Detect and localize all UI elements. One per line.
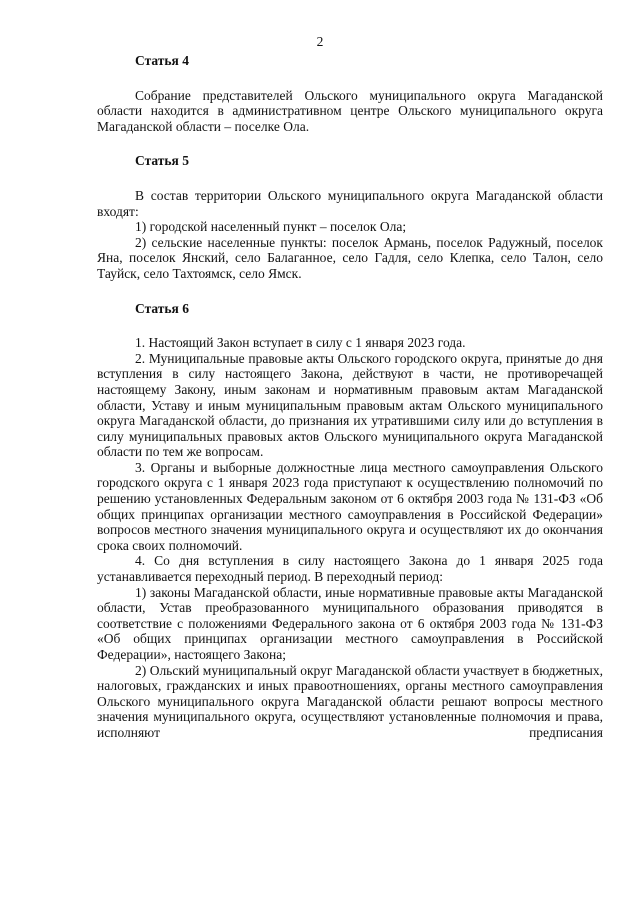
paragraph: 3. Органы и выборные должностные лица местного самоуправления Ольского городского округа с 1 января 2023 года приступают к осуществлению полномочий по решению установленных Федеральным законом от 6 октября 2003 года № 131-ФЗ «Об общих принципах организации местного самоуправления в Российской Федерации» вопросов местного значения муниципального округа и осуществляют их до окончания срока своих полномочий. [97, 459, 603, 553]
list-item: 2) сельские населенные пункты: поселок Армань, поселок Радужный, поселок Яна, поселок Янский, село Балаганное, село Гадля, село Клепка, село Талон, село Тауйск, село Тахтоямск, село Ямск. [97, 234, 603, 281]
article-5 [97, 153, 603, 281]
list-item: 2) Ольский муниципальный округ Магаданской области участвует в бюджетных, налоговых, гражданских и иных правоотношениях, органы местного самоуправления Ольского муниципального округа Магаданской области решают вопросы местного значения муниципального округа, осуществляют установленные полномочия и права, исполняют предписания [97, 662, 603, 740]
document-body [97, 53, 603, 760]
page-number: 2 [316, 34, 324, 49]
paragraph: В состав территории Ольского муниципального округа Магаданской области входят: [97, 187, 603, 219]
article-heading: Статья 5 [135, 153, 189, 169]
article-heading: Статья 6 [135, 300, 189, 316]
paragraph: 4. Со дня вступления в силу настоящего Закона до 1 января 2025 года устанавливается переходный период. В переходный период: [97, 553, 603, 585]
article-heading: Статья 4 [135, 53, 189, 68]
paragraph: 1. Настоящий Закон вступает в силу с 1 января 2023 года. [135, 335, 466, 351]
list-item: 1) законы Магаданской области, иные нормативные правовые акты Магаданской области, Устав преобразованного муниципального образования приводятся в соответствие с положениями Федерального закона от 6 октября 2003 года № 131-ФЗ «Об общих принципах организации местного самоуправления в Российской Федерации», настоящего Закона; [97, 584, 603, 662]
article-6 [97, 301, 603, 741]
article-4 [97, 53, 603, 134]
paragraph: Собрание представителей Ольского муниципального округа Магаданской области находится в административном центре Ольского муниципального округа Магаданской области – поселке Ола. [97, 87, 603, 134]
list-item: 1) городской населенный пункт – поселок Ола; [135, 219, 407, 235]
paragraph: 2. Муниципальные правовые акты Ольского городского округа, принятые до дня вступления в силу настоящего Закона, действуют в части, не противоречащей настоящему Закону, иным законам и нормативным правовым актам Магаданской области, Уставу и иным муниципальным правовым актам Ольского муниципального округа Магаданской области, до признания их утратившими силу или до вступления в силу муниципальных правовых актов Ольского муниципального округа Магаданской области по тем же вопросам. [97, 350, 603, 460]
